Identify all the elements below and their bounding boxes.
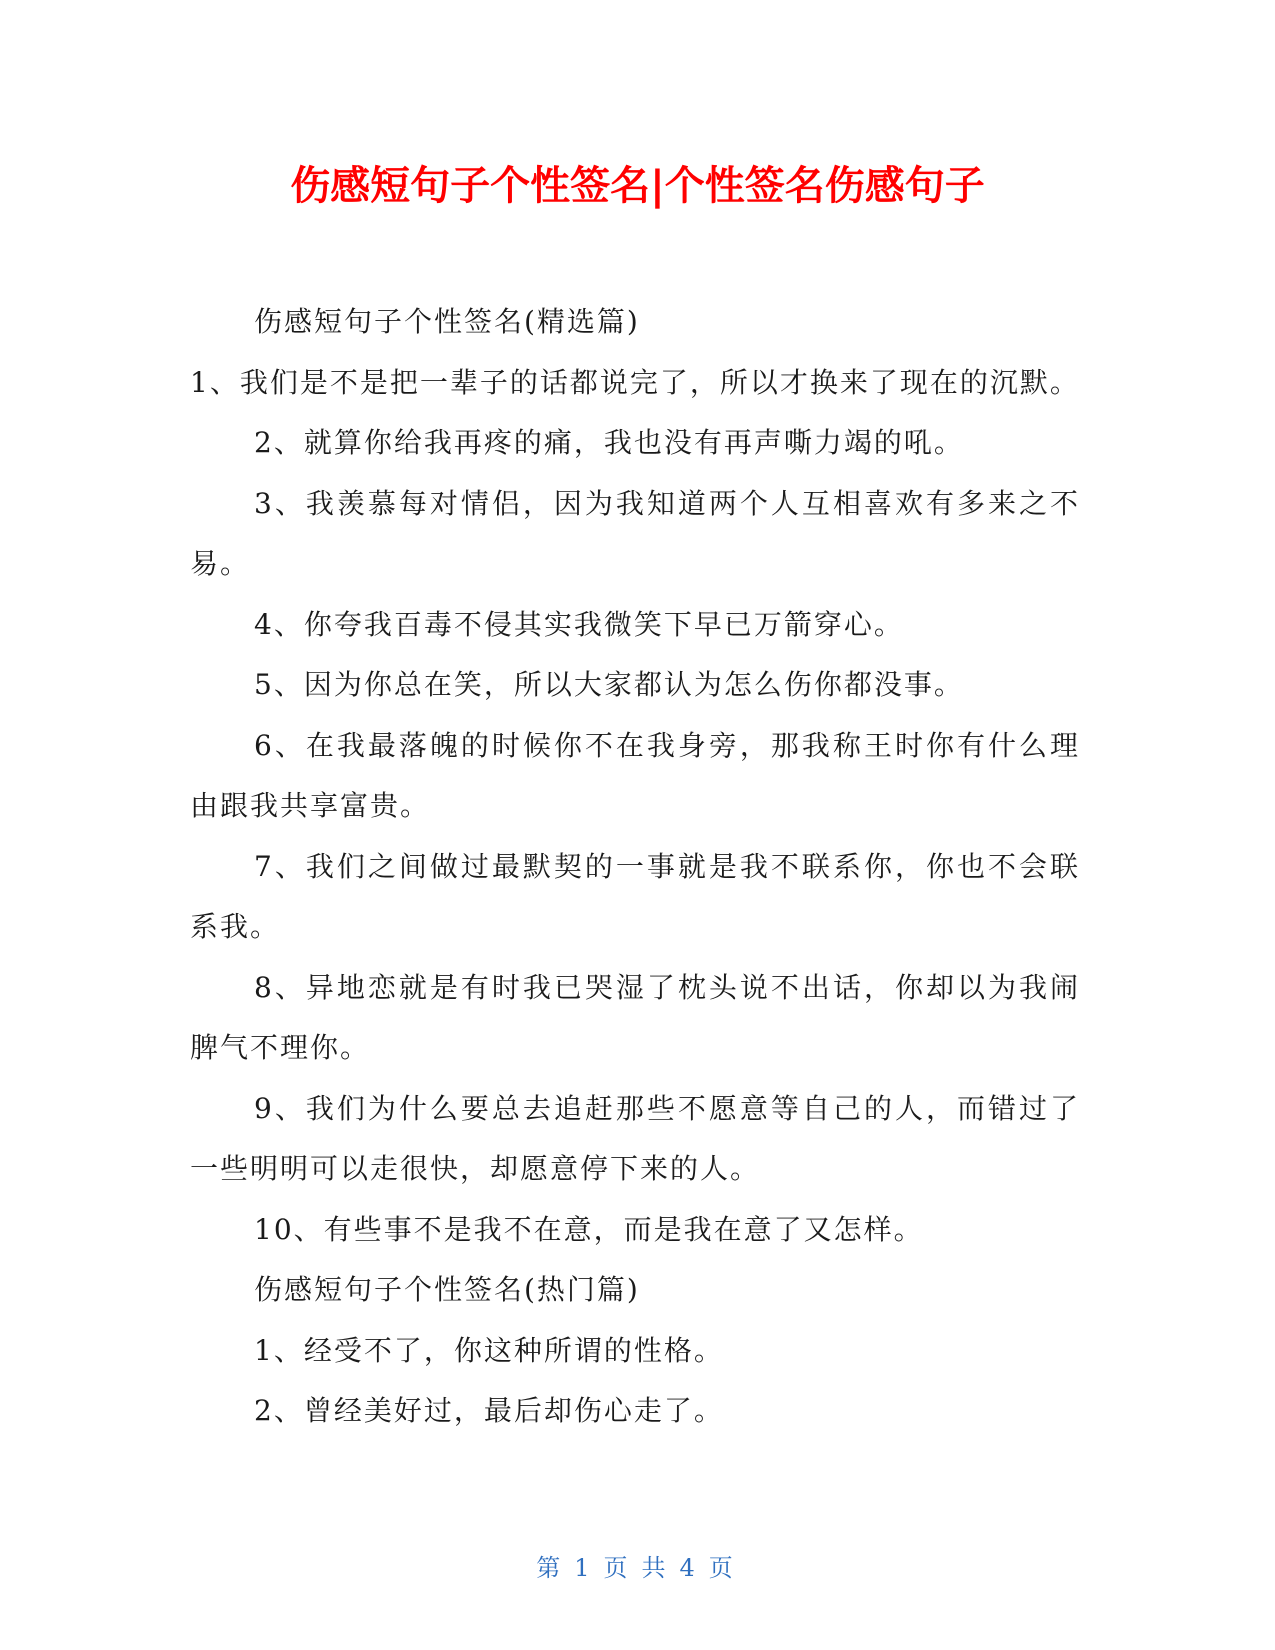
sentence-2: 2、就算你给我再疼的痛，我也没有再声嘶力竭的吼。: [254, 426, 964, 459]
sentence-10: 10、有些事不是我不在意，而是我在意了又怎样。: [254, 1212, 924, 1246]
total-label: 共: [641, 1554, 672, 1582]
page-footer: [0, 1548, 1275, 1583]
sentence-7: 7、我们之间做过最默契的一事就是我不联系你，你也不会联系我。: [190, 849, 1080, 943]
sentence-4: 4、你夸我百毒不侵其实我微笑下早已万箭穿心。: [254, 607, 904, 641]
total-pages-number: 4: [679, 1554, 701, 1582]
page-label: 页: [708, 1554, 739, 1582]
sentence-9: 9、我们为什么要总去追赶那些不愿意等自己的人，而错过了一些明明可以走很快，却愿意停下来的人。: [190, 1091, 1080, 1185]
popular-sentence-1: 1、经受不了，你这种所谓的性格。: [254, 1333, 724, 1367]
sentence-3: 3、我羡慕每对情侣，因为我知道两个人互相喜欢有多来之不易。: [190, 486, 1080, 580]
page-label: 第: [536, 1554, 567, 1582]
section-heading-selected: 伤感短句子个性签名(精选篇): [254, 305, 640, 338]
sentence-5: 5、因为你总在笑，所以大家都认为怎么伤你都没事。: [254, 668, 964, 701]
document-body: [190, 292, 1080, 1442]
document-title: 伤感短句子个性签名|个性签名伤感句子: [290, 163, 985, 209]
sentence-8: 8、异地恋就是有时我已哭湿了枕头说不出话，你却以为我闹脾气不理你。: [190, 970, 1080, 1064]
sentence-6: 6、在我最落魄的时候你不在我身旁，那我称王时你有什么理由跟我共享富贵。: [190, 728, 1080, 822]
page-label: 页: [603, 1554, 634, 1582]
sentence-1: 1、我们是不是把一辈子的话都说完了，所以才换来了现在的沉默。: [190, 365, 1080, 399]
section-heading-popular: 伤感短句子个性签名(热门篇): [254, 1273, 640, 1306]
current-page-number: 1: [574, 1554, 596, 1582]
popular-sentence-2: 2、曾经美好过，最后却伤心走了。: [254, 1394, 724, 1427]
